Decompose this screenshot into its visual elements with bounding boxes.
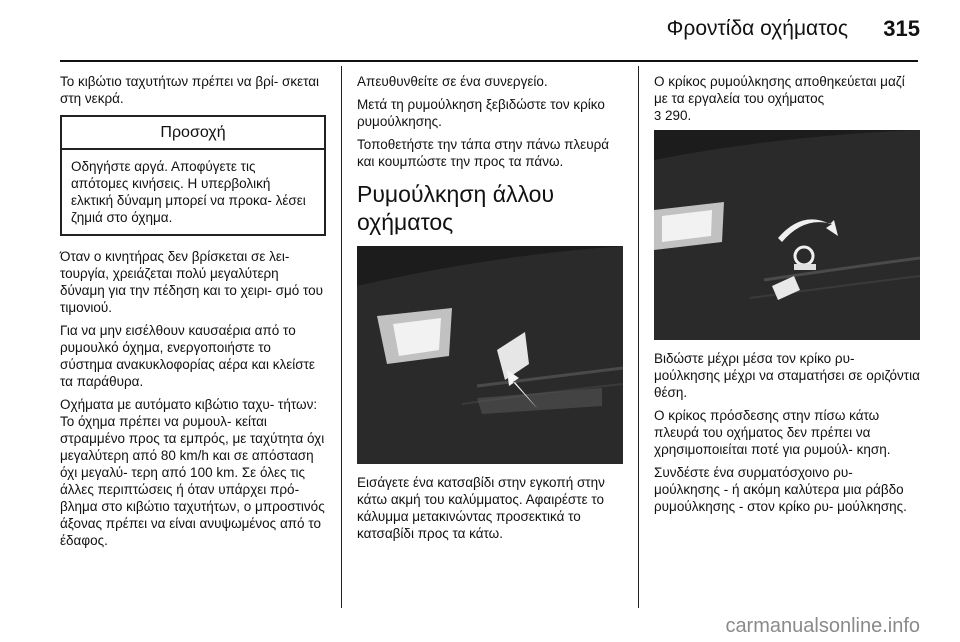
column-divider (638, 66, 639, 608)
paragraph: Όταν ο κινητήρας δεν βρίσκεται σε λει- τουργία, χρειάζεται πολύ μεγαλύτερη δύναμη για την πέδηση και το χειρι- σμό του τιμονιού. (60, 249, 324, 315)
page-number: 315 (883, 16, 920, 41)
paragraph: Μετά τη ρυμούλκηση ξεβιδώστε τον κρίκο ρυμούλκησης. (357, 97, 605, 129)
paragraph: Βιδώστε μέχρι μέσα τον κρίκο ρυ- μούλκησης μέχρι να σταματήσει σε οριζόντια θέση. (654, 351, 920, 400)
figure-bumper-cover (357, 246, 623, 464)
paragraph: Τοποθετήστε την τάπα στην πάνω πλευρά και κουμπώστε την προς τα πάνω. (357, 137, 610, 169)
column-divider (341, 66, 342, 608)
caution-title: Προσοχή (62, 117, 324, 150)
towing-eye-illustration (654, 130, 920, 340)
paragraph (654, 73, 920, 124)
paragraph: Ο κρίκος πρόσδεσης στην πίσω κάτω πλευρά του οχήματος δεν πρέπει να χρησιμοποιείται ποτέ για ρυμούλ- κηση. (654, 408, 891, 457)
page-reference-icon: 3 (654, 108, 662, 123)
header-rule (60, 60, 918, 62)
caution-body: Οδηγήστε αργά. Αποφύγετε τις απότομες κινήσεις. Η υπερβολική ελκτική δύναμη μπορεί να προκα- λέσει ζημιά στο όχημα. (71, 159, 306, 225)
watermark: carmanualsonline.info (725, 615, 920, 637)
figure-towing-eye (654, 130, 920, 340)
section-title: Ρυμούλκηση άλλου οχήματος (357, 181, 555, 235)
paragraph-text: Ο κρίκος ρυμούλκησης αποθηκεύεται μαζί με τα εργαλεία του οχήματος (654, 74, 905, 106)
paragraph: Εισάγετε ένα κατσαβίδι στην εγκοπή στην κάτω ακμή του καλύμματος. Αφαιρέστε το κάλυμμα μετακινώντας προσεκτικά το κατσαβίδι προς τα κάτω. (357, 475, 605, 541)
column-1 (60, 73, 326, 555)
paragraph: Απευθυνθείτε σε ένα συνεργείο. (357, 74, 548, 89)
chapter-title: Φροντίδα οχήματος (666, 17, 848, 40)
paragraph: Συνδέστε ένα συρματόσχοινο ρυ- μούλκησης - ή ακόμη καλύτερα μια ράβδο ρυμούλκησης - στον κρίκο ρυ- μούλκησης. (654, 465, 907, 514)
caution-box (60, 115, 326, 236)
paragraph: Οχήματα με αυτόματο κιβώτιο ταχυ- τήτων: Το όχημα πρέπει να ρυμουλ- κείται στραμμένο προς τα εμπρός, με ταχύτητα όχι μεγαλύτερη από 80 km/h και σε απόσταση όχι μεγαλύ- τερη από 100 km. Σε όλες τις άλλες περιπτώσεις ή όταν υπάρχει πρό- βλημα στο κιβώτιο ταχυτήτων, ο μπροστινός άξονας πρέπει να είναι ανυψωμένος από το έδαφος. (60, 397, 325, 548)
column-3 (654, 73, 920, 521)
paragraph: Για να μην εισέλθουν καυσαέρια από το ρυμουλκό όχημα, ενεργοποιήστε το σύστημα ανακυκλοφορίας αέρα και κλείστε τα παράθυρα. (60, 323, 315, 389)
bumper-cover-illustration (357, 246, 623, 464)
page-reference: 290. (665, 108, 692, 123)
column-2 (357, 73, 623, 548)
paragraph: Το κιβώτιο ταχυτήτων πρέπει να βρί- σκεται στη νεκρά. (60, 74, 320, 106)
page-header (0, 0, 960, 62)
